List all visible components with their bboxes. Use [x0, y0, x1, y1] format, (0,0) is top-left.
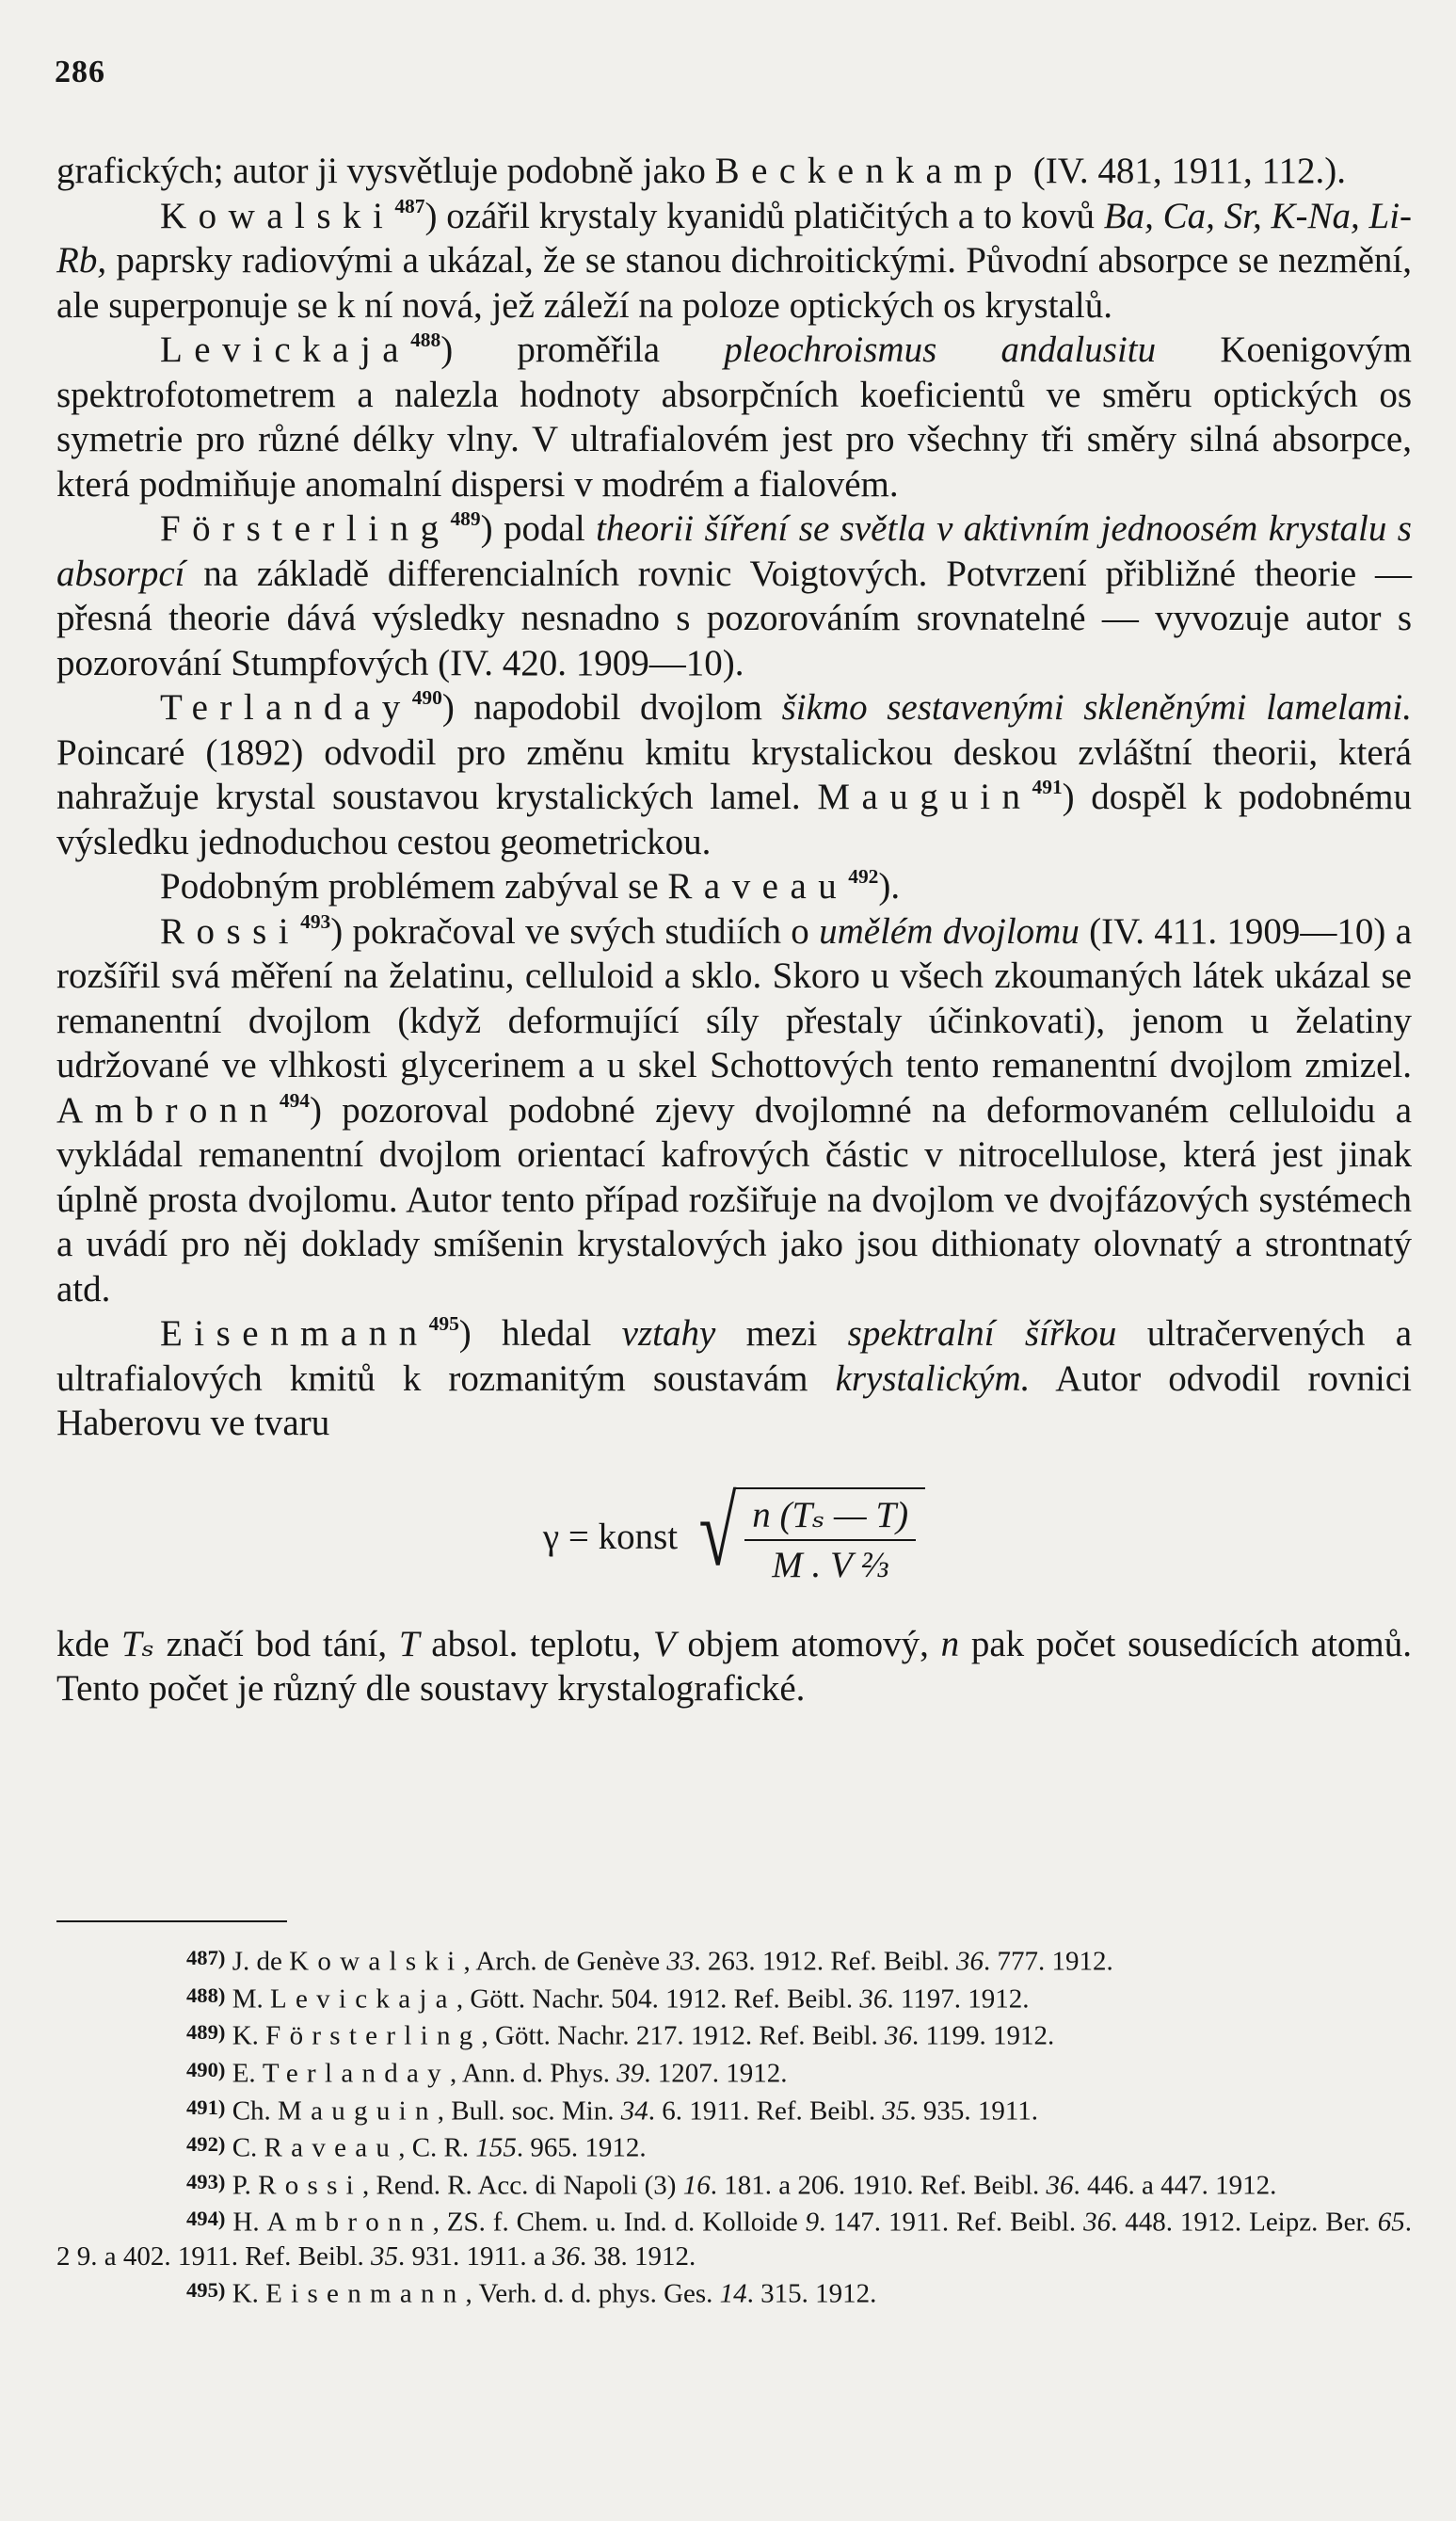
- text-run: značí bod tání,: [153, 1623, 399, 1664]
- text-run: (IV. 481, 1911, 112.).: [1024, 151, 1346, 191]
- footnote-number: 489): [186, 2020, 226, 2045]
- text-run: (IV. 411. 1909—10) a rozšířil svá měření na želatinu, celluloid a sklo. Skoro u všech zkoumaných látek ukázal se remanentní dvojlom (když deformující síly přestaly účinkovati), jenom u želatiny udržované ve vlhkosti glycerinem a u skel Schottových tento remanentní dvojlom zmizel.: [56, 910, 1413, 1085]
- text-run: . 6. 1911. Ref. Beibl.: [648, 2095, 883, 2127]
- text-run: ).: [878, 866, 901, 907]
- footnote-number: 487): [186, 1946, 226, 1969]
- italic-text: V: [652, 1623, 676, 1664]
- footnote: [56, 2053, 1412, 2091]
- text-run: objem atomový,: [675, 1623, 941, 1664]
- text-run: ) ozářil krystaly kyanidů platičitých a to kovů: [424, 195, 1104, 236]
- footnote: [56, 1979, 1412, 2016]
- author-name: Ambronn: [56, 1089, 280, 1131]
- author-name: Ambronn: [266, 2208, 433, 2239]
- italic-text: 35: [882, 2095, 910, 2127]
- text-run: pak počet sousedících atomů. Tento počet je různý dle soustavy krystalografické.: [56, 1623, 1413, 1709]
- footnote-reference: 493: [300, 909, 331, 933]
- footnote-divider: [56, 1920, 287, 1922]
- text-run: . 448. 1912. Leipz. Ber.: [1111, 2208, 1378, 2239]
- footnote-number: 494): [186, 2207, 226, 2231]
- footnote-reference: 489: [450, 506, 481, 530]
- author-name: Mauguin: [278, 2095, 438, 2127]
- footnote-reference: 491: [1032, 775, 1063, 798]
- author-name: Mauguin: [817, 777, 1032, 817]
- paragraph: [56, 864, 1412, 909]
- text-run: , ZS. f. Chem. u. Ind. d. Kolloide: [432, 2208, 806, 2239]
- fraction-denominator: M . V ⅔: [772, 1545, 889, 1585]
- text-run: Poincaré (1892) odvodil pro změnu kmitu krystalickou deskou zvláštní theorii, která nahražuje krystal soustavou krystalických lamel.: [56, 731, 1412, 817]
- footnote-number: 491): [186, 2095, 226, 2119]
- author-name: Levickaja: [160, 329, 411, 370]
- author-name: Raveau: [264, 2132, 399, 2163]
- author-name: Försterling: [160, 508, 451, 549]
- text-run: . 1197. 1912.: [887, 1983, 1030, 2015]
- author-name: Beckenkamp: [714, 151, 1025, 191]
- text-run: , Arch. de Genève: [463, 1946, 667, 1977]
- footnote: [56, 2165, 1412, 2203]
- text-run: absol. teplotu,: [419, 1623, 653, 1664]
- text-run: ) pozoroval podobné zjevy dvojlomné na deformovaném celluloidu a vykládal remanentní dvojlom orientací kafrových částic v nitrocellulose, která jest jinak úplně prosta dvojlomu. Autor tento případ rozšiřuje na dvojlom ve dvojfázových systémech a uvádí pro něj doklady smíšenin krystalových jako jsou dithionaty olovnatý a strontnatý atd.: [56, 1089, 1412, 1309]
- author-name: Rossi: [160, 910, 301, 952]
- footnote: [56, 2128, 1412, 2165]
- text-run: . 147. 1911. Ref. Beibl.: [819, 2208, 1084, 2239]
- paragraph: [56, 909, 1412, 1312]
- paragraph: [56, 506, 1412, 685]
- italic-text: Ba, Ca, Sr, K-Na, Li-Rb,: [56, 195, 1413, 281]
- text-run: , Rend. R. Acc. di Napoli (3): [362, 2170, 683, 2201]
- italic-text: 36: [885, 2020, 913, 2051]
- footnote-reference: 488: [410, 328, 441, 351]
- text-run: ) pokračoval ve svých studiích o: [330, 910, 820, 952]
- footnote-reference: 487: [394, 194, 425, 217]
- text-run: , Gött. Nachr. 504. 1912. Ref. Beibl.: [456, 1983, 860, 2015]
- text-run: ) hledal: [458, 1313, 622, 1354]
- footnote-number: 495): [186, 2278, 226, 2303]
- text-run: ) podal: [480, 508, 597, 549]
- author-name: Terlanday: [262, 2058, 450, 2089]
- italic-text: 36: [859, 1983, 888, 2015]
- italic-text: theorii šíření se světla v aktivním jednoosém krystalu s absorpcí: [56, 508, 1412, 594]
- text-run: , Ann. d. Phys.: [449, 2058, 617, 2089]
- footnote-reference: 490: [411, 685, 442, 709]
- italic-text: 34: [620, 2095, 648, 2127]
- italic-text: 36: [1083, 2208, 1112, 2239]
- italic-text: umělém dvojlomu: [819, 910, 1080, 952]
- italic-text: 65: [1377, 2208, 1405, 2239]
- text-run: Podobným problémem zabýval se: [160, 866, 668, 907]
- text-run: . 777. 1912.: [984, 1946, 1113, 1977]
- text-run: paprsky radiovými a ukázal, že se stanou dichroitickými. Původní absorpce se nezmění, ale superponuje se k ní nová, jež záleží na poloze optických os krystalů.: [56, 240, 1412, 326]
- footnote: [56, 2273, 1412, 2311]
- page-number: 286: [55, 55, 105, 89]
- author-name: Kowalski: [289, 1946, 464, 1977]
- text-run: . 2 9. a 402. 1911. Ref. Beibl.: [56, 2208, 1412, 2272]
- text-run: . 315. 1912.: [746, 2278, 877, 2309]
- text-run: . 446. a 447. 1912.: [1073, 2170, 1277, 2201]
- paragraph: [56, 194, 1412, 329]
- author-name: Eisenmann: [160, 1313, 429, 1354]
- text-run: Koenigovým spektrofotometrem a nalezla hodnoty absorpčních koeficientů ve směru optických os symetrie pro různé délky vlny. V ultrafialovém jest pro všechny tři směry silná absorpce, která podmiňuje anomalní dispersi v modrém a fialovém.: [56, 329, 1413, 505]
- italic-text: 155: [475, 2132, 517, 2163]
- italic-text: 36: [1046, 2170, 1074, 2201]
- italic-text: pleochroismus andalusitu: [724, 329, 1157, 370]
- text-run: . 935. 1911.: [909, 2095, 1039, 2127]
- square-root: [691, 1477, 925, 1588]
- italic-text: 39: [616, 2058, 645, 2089]
- text-run: K.: [225, 2020, 266, 2051]
- author-name: Försterling: [265, 2020, 482, 2051]
- footnote-reference: 494: [279, 1088, 311, 1112]
- italic-text: Tₛ: [121, 1623, 154, 1664]
- footnotes: [56, 1941, 1412, 2311]
- paragraph: [56, 149, 1412, 194]
- italic-text: 16: [682, 2170, 711, 2201]
- paragraph-after-formula: [56, 1622, 1412, 1711]
- text-run: ultračervených a ultrafialových kmitů k rozmanitým soustavám: [56, 1313, 1413, 1399]
- author-name: Levickaja: [270, 1983, 456, 2015]
- text-run: K.: [225, 2278, 266, 2309]
- italic-text: 36: [956, 1946, 984, 1977]
- footnote-reference: 492: [848, 864, 879, 888]
- footnote-number: 490): [186, 2057, 226, 2081]
- main-text: [56, 149, 1412, 1711]
- radical-sign: √: [698, 1477, 737, 1586]
- italic-text: T: [398, 1623, 420, 1664]
- text-run: Ch.: [225, 2095, 279, 2127]
- paragraph: [56, 328, 1412, 506]
- footnote-number: 492): [186, 2132, 226, 2157]
- italic-text: krystalickým.: [835, 1357, 1031, 1399]
- author-name: Rossi: [258, 2170, 362, 2201]
- author-name: Eisenmann: [265, 2278, 466, 2309]
- text-run: , Verh. d. d. phys. Ges.: [465, 2278, 720, 2309]
- italic-text: 33: [666, 1946, 695, 1977]
- author-name: Raveau: [667, 866, 849, 907]
- text-run: grafických; autor ji vysvětluje podobně jako: [56, 151, 715, 191]
- paragraph: [56, 1311, 1412, 1446]
- haber-equation: [56, 1477, 1412, 1588]
- text-run: . 263. 1912. Ref. Beibl.: [694, 1946, 957, 1977]
- text-run: kde: [56, 1623, 122, 1664]
- fraction-numerator: n (Tₛ — T): [744, 1493, 916, 1542]
- text-run: . 1199. 1912.: [912, 2020, 1055, 2051]
- author-name: Kowalski: [160, 195, 395, 236]
- text-run: . 181. a 206. 1910. Ref. Beibl.: [710, 2170, 1047, 2201]
- text-run: ) dospěl k podobnému výsledku jednoduchou cestou geometrickou.: [56, 777, 1412, 862]
- footnote-number: 488): [186, 1983, 226, 2007]
- italic-text: spektralní šířkou: [847, 1313, 1117, 1354]
- italic-text: 14: [719, 2278, 747, 2309]
- text-run: . 931. 1911. a: [398, 2241, 553, 2272]
- footnote: [56, 2015, 1412, 2053]
- text-run: mezi: [715, 1313, 848, 1354]
- text-run: M.: [225, 1983, 270, 2015]
- text-run: , C. R.: [398, 2132, 476, 2163]
- footnote: [56, 1941, 1412, 1979]
- text-run: ) proměřila: [440, 329, 725, 370]
- footnote-number: 493): [186, 2169, 226, 2193]
- text-run: ) napodobil dvojlom: [441, 687, 782, 728]
- paragraph: [56, 685, 1412, 864]
- text-run: P.: [225, 2170, 259, 2201]
- text-run: , Bull. soc. Min.: [437, 2095, 621, 2127]
- equation-lhs: γ = konst: [542, 1517, 679, 1558]
- footnote: [56, 2202, 1412, 2273]
- author-name: Terlanday: [160, 687, 412, 728]
- italic-text: šikmo sestavenými skleněnými lamelami.: [781, 687, 1412, 728]
- italic-text: 35: [371, 2241, 398, 2272]
- italic-text: vztahy: [621, 1313, 716, 1354]
- text-run: . 965. 1912.: [516, 2132, 647, 2163]
- italic-text: n: [940, 1623, 960, 1664]
- text-run: Autor odvodil rovnici Haberovu ve tvaru: [56, 1357, 1412, 1443]
- footnote: [56, 2091, 1412, 2128]
- text-run: C.: [225, 2132, 264, 2163]
- italic-text: 36: [552, 2241, 581, 2272]
- italic-text: 9: [805, 2208, 820, 2239]
- text-run: . 38. 1912.: [580, 2241, 696, 2272]
- text-run: , Gött. Nachr. 217. 1912. Ref. Beibl.: [481, 2020, 886, 2051]
- fraction: [735, 1487, 925, 1588]
- text-run: . 1207. 1912.: [644, 2058, 788, 2089]
- text-run: H.: [225, 2208, 267, 2239]
- text-run: J. de: [225, 1946, 290, 1977]
- text-run: E.: [225, 2058, 263, 2089]
- text-run: na základě differencialních rovnic Voigtových. Potvrzení přibližné theorie — přesná theorie dává výsledky nesnadno s pozorováním srovnatelné — vyvozuje autor s pozorování Stumpfových (IV. 420. 1909—10).: [56, 553, 1412, 683]
- footnote-reference: 495: [428, 1311, 459, 1335]
